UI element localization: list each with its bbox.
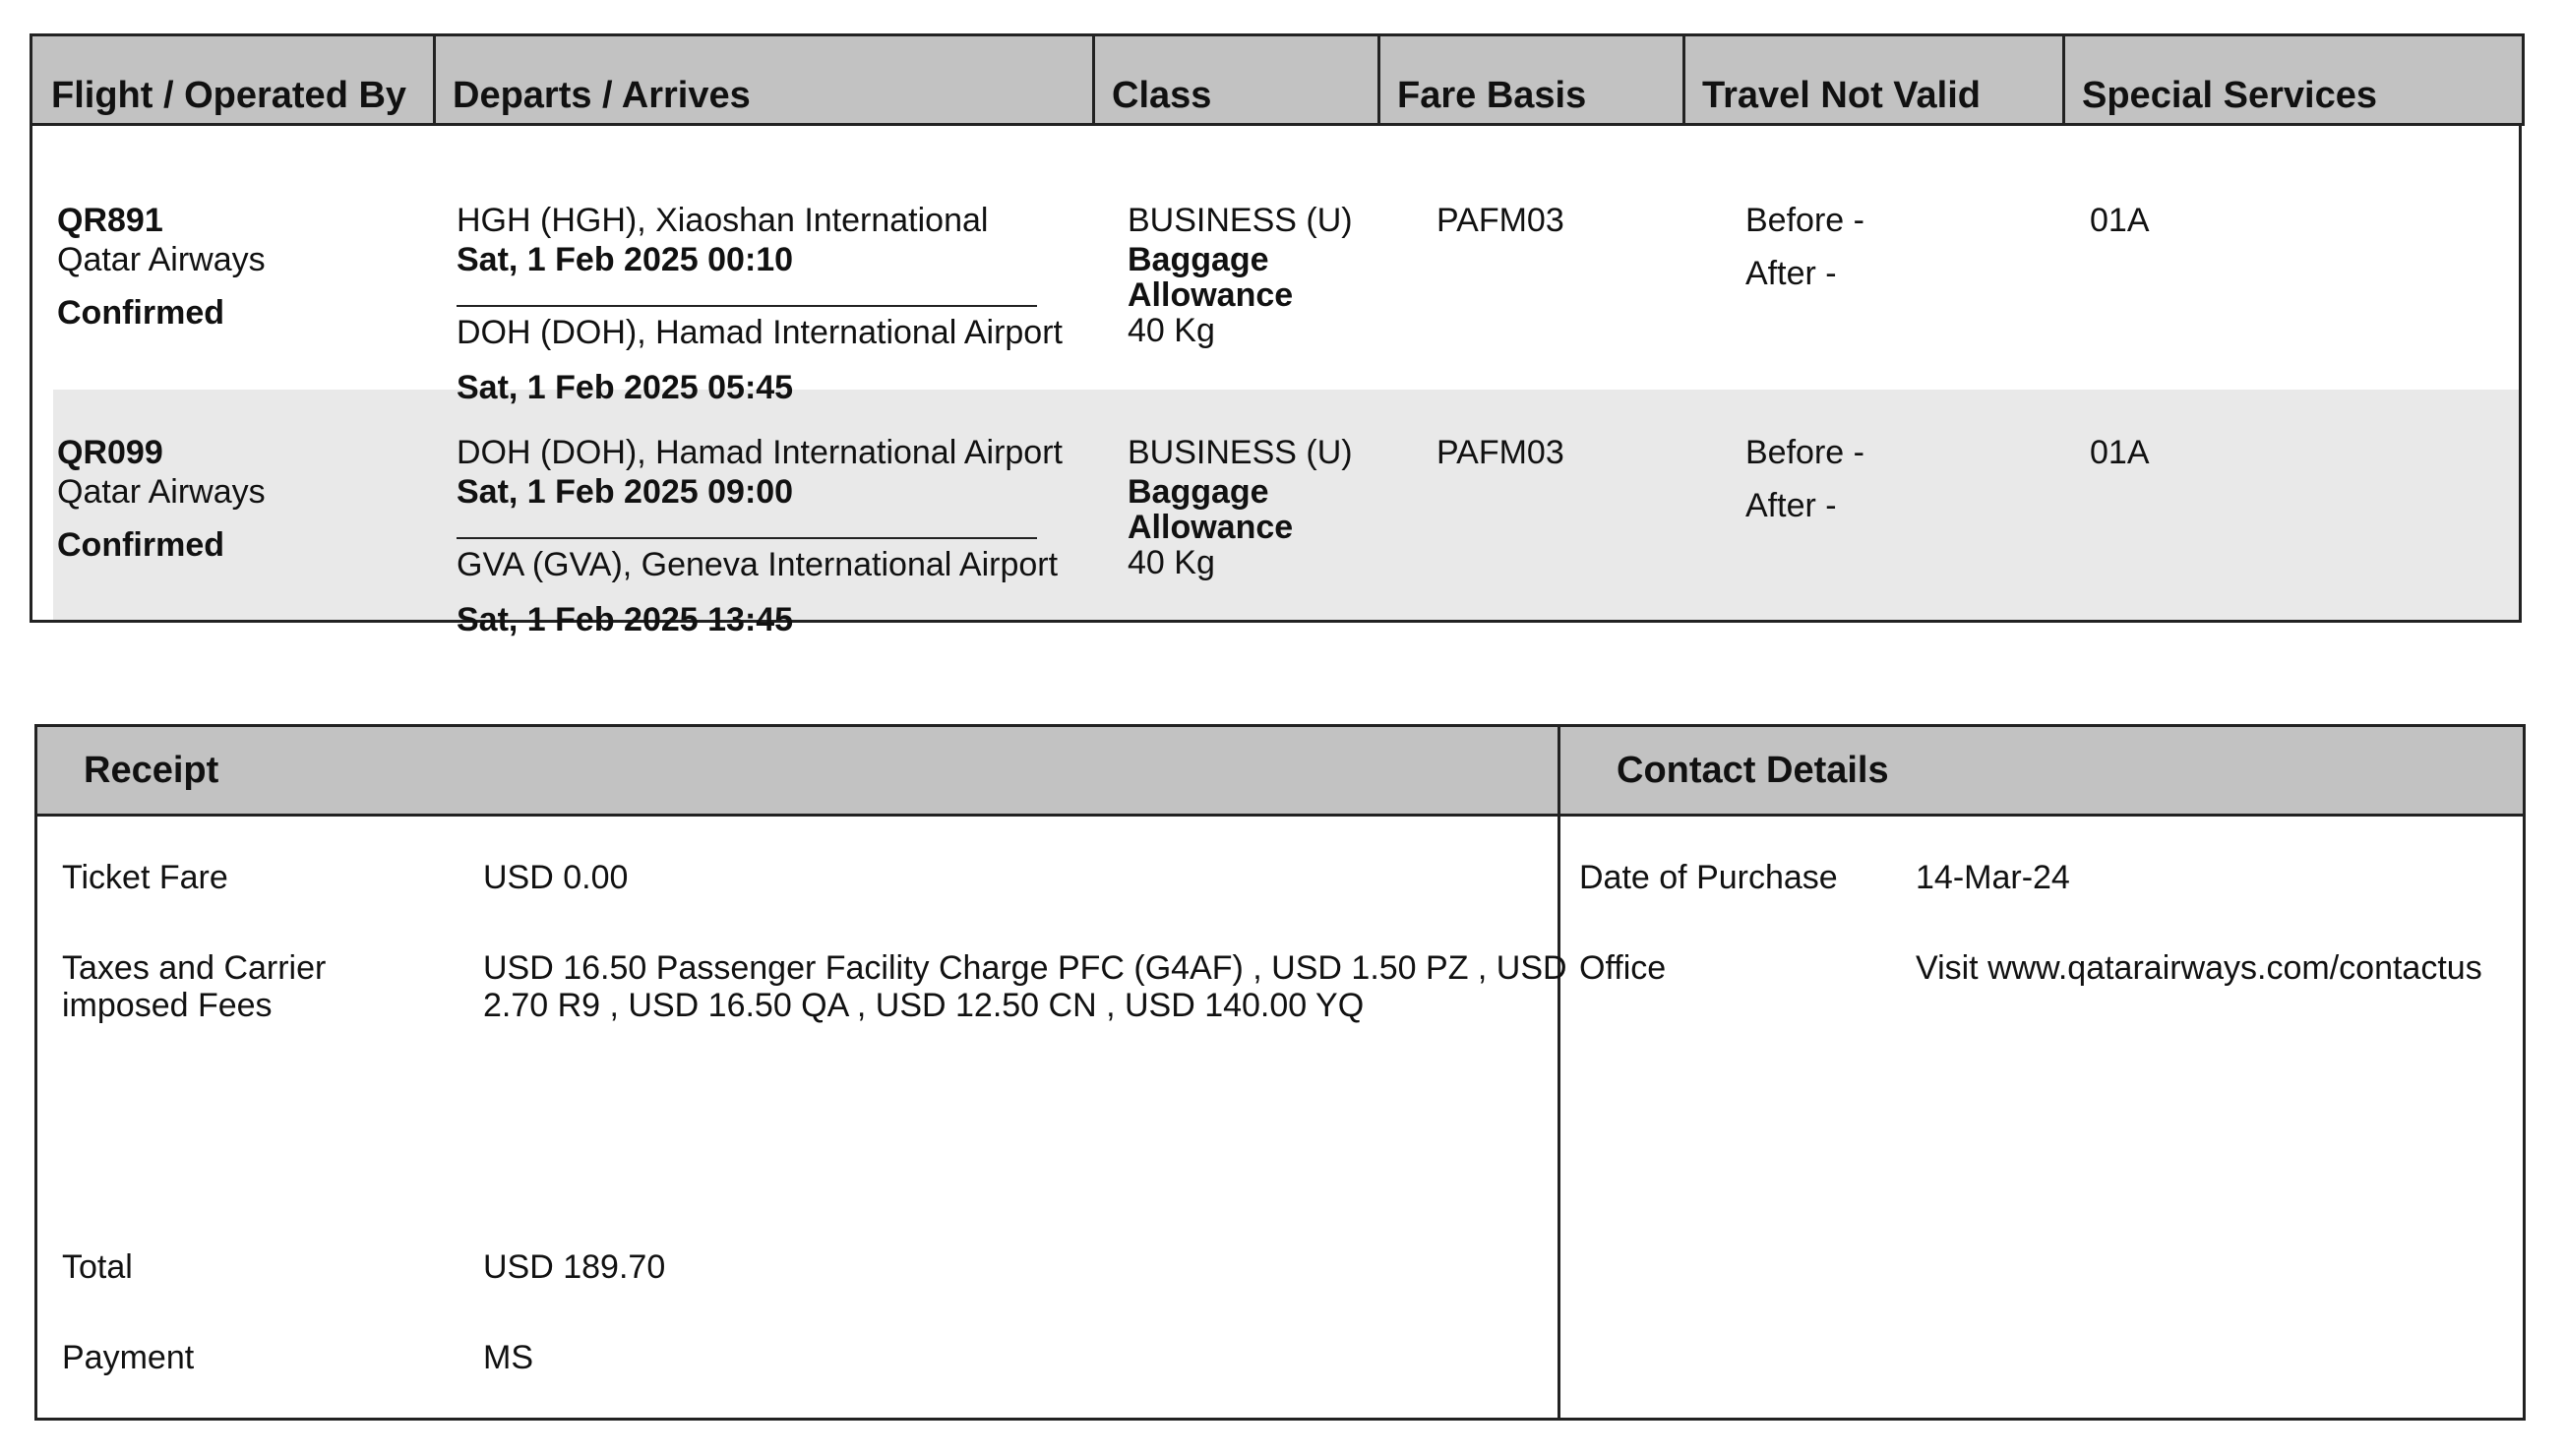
baggage-label: Baggage: [1128, 473, 1269, 511]
ticket-fare-label: Ticket Fare: [62, 859, 228, 896]
depart-arrive-divider: [457, 305, 1037, 307]
ticket-fare-value: USD 0.00: [483, 859, 629, 896]
arrival-airport: GVA (GVA), Geneva International Airport: [457, 546, 1059, 583]
table-row: [30, 358, 2519, 638]
column-header-travel-not-valid: Travel Not Valid: [1702, 75, 1981, 116]
fare-basis: PAFM03: [1436, 434, 1564, 471]
office-value: Visit www.qatarairways.com/contactus: [1916, 949, 2482, 987]
not-valid-after: After -: [1745, 487, 1837, 524]
fare-basis: PAFM03: [1436, 202, 1564, 239]
taxes-label: imposed Fees: [62, 987, 273, 1024]
taxes-value: 2.70 R9 , USD 16.50 QA , USD 12.50 CN , USD 140.00 YQ: [483, 987, 1365, 1024]
payment-value: MS: [483, 1339, 533, 1376]
section-divider: [1558, 724, 1560, 1421]
column-header-fare-basis: Fare Basis: [1397, 75, 1587, 116]
departure-time: Sat, 1 Feb 2025 09:00: [457, 473, 794, 511]
column-header-flight: Flight / Operated By: [51, 75, 407, 116]
baggage-label: Allowance: [1128, 276, 1294, 314]
contact-title: Contact Details: [1617, 750, 1889, 791]
date-of-purchase-value: 14-Mar-24: [1916, 859, 2070, 896]
not-valid-before: Before -: [1745, 434, 1864, 471]
flights-table: [30, 33, 2525, 638]
flight-number: QR891: [57, 202, 163, 239]
departure-time: Sat, 1 Feb 2025 00:10: [457, 241, 794, 278]
arrival-airport: DOH (DOH), Hamad International Airport: [457, 314, 1063, 351]
table-row: [30, 126, 2519, 406]
section-header-band: [37, 727, 2523, 817]
baggage-label: Baggage: [1128, 241, 1269, 278]
office-label: Office: [1579, 949, 1667, 987]
receipt-title: Receipt: [84, 750, 219, 791]
arrival-time: Sat, 1 Feb 2025 05:45: [457, 369, 794, 406]
depart-arrive-divider: [457, 537, 1037, 539]
departure-airport: DOH (DOH), Hamad International Airport: [457, 434, 1063, 471]
taxes-value: USD 16.50 Passenger Facility Charge PFC (G4AF) , USD 1.50 PZ , USD: [483, 949, 1567, 987]
flight-number: QR099: [57, 434, 163, 471]
baggage-value: 40 Kg: [1128, 544, 1215, 581]
not-valid-before: Before -: [1745, 202, 1864, 239]
arrival-time: Sat, 1 Feb 2025 13:45: [457, 601, 794, 638]
taxes-label: Taxes and Carrier: [62, 949, 327, 987]
receipt-contact-section: [34, 724, 2526, 1421]
receipt-contact-frame: [34, 724, 2526, 1421]
special-services: 01A: [2090, 434, 2150, 471]
booking-status: Confirmed: [57, 526, 224, 564]
total-value: USD 189.70: [483, 1248, 666, 1286]
payment-label: Payment: [62, 1339, 195, 1376]
total-label: Total: [62, 1248, 133, 1286]
departure-airport: HGH (HGH), Xiaoshan International: [457, 202, 989, 239]
booking-status: Confirmed: [57, 294, 224, 332]
operator: Qatar Airways: [57, 241, 266, 278]
cabin-class: BUSINESS (U): [1128, 434, 1353, 471]
operator: Qatar Airways: [57, 473, 266, 511]
date-of-purchase-label: Date of Purchase: [1579, 859, 1838, 896]
column-header-class: Class: [1112, 75, 1212, 116]
baggage-value: 40 Kg: [1128, 312, 1215, 349]
column-header-special-services: Special Services: [2082, 75, 2377, 116]
special-services: 01A: [2090, 202, 2150, 239]
not-valid-after: After -: [1745, 255, 1837, 292]
cabin-class: BUSINESS (U): [1128, 202, 1353, 239]
baggage-label: Allowance: [1128, 509, 1294, 546]
column-header-departs-arrives: Departs / Arrives: [453, 75, 751, 116]
